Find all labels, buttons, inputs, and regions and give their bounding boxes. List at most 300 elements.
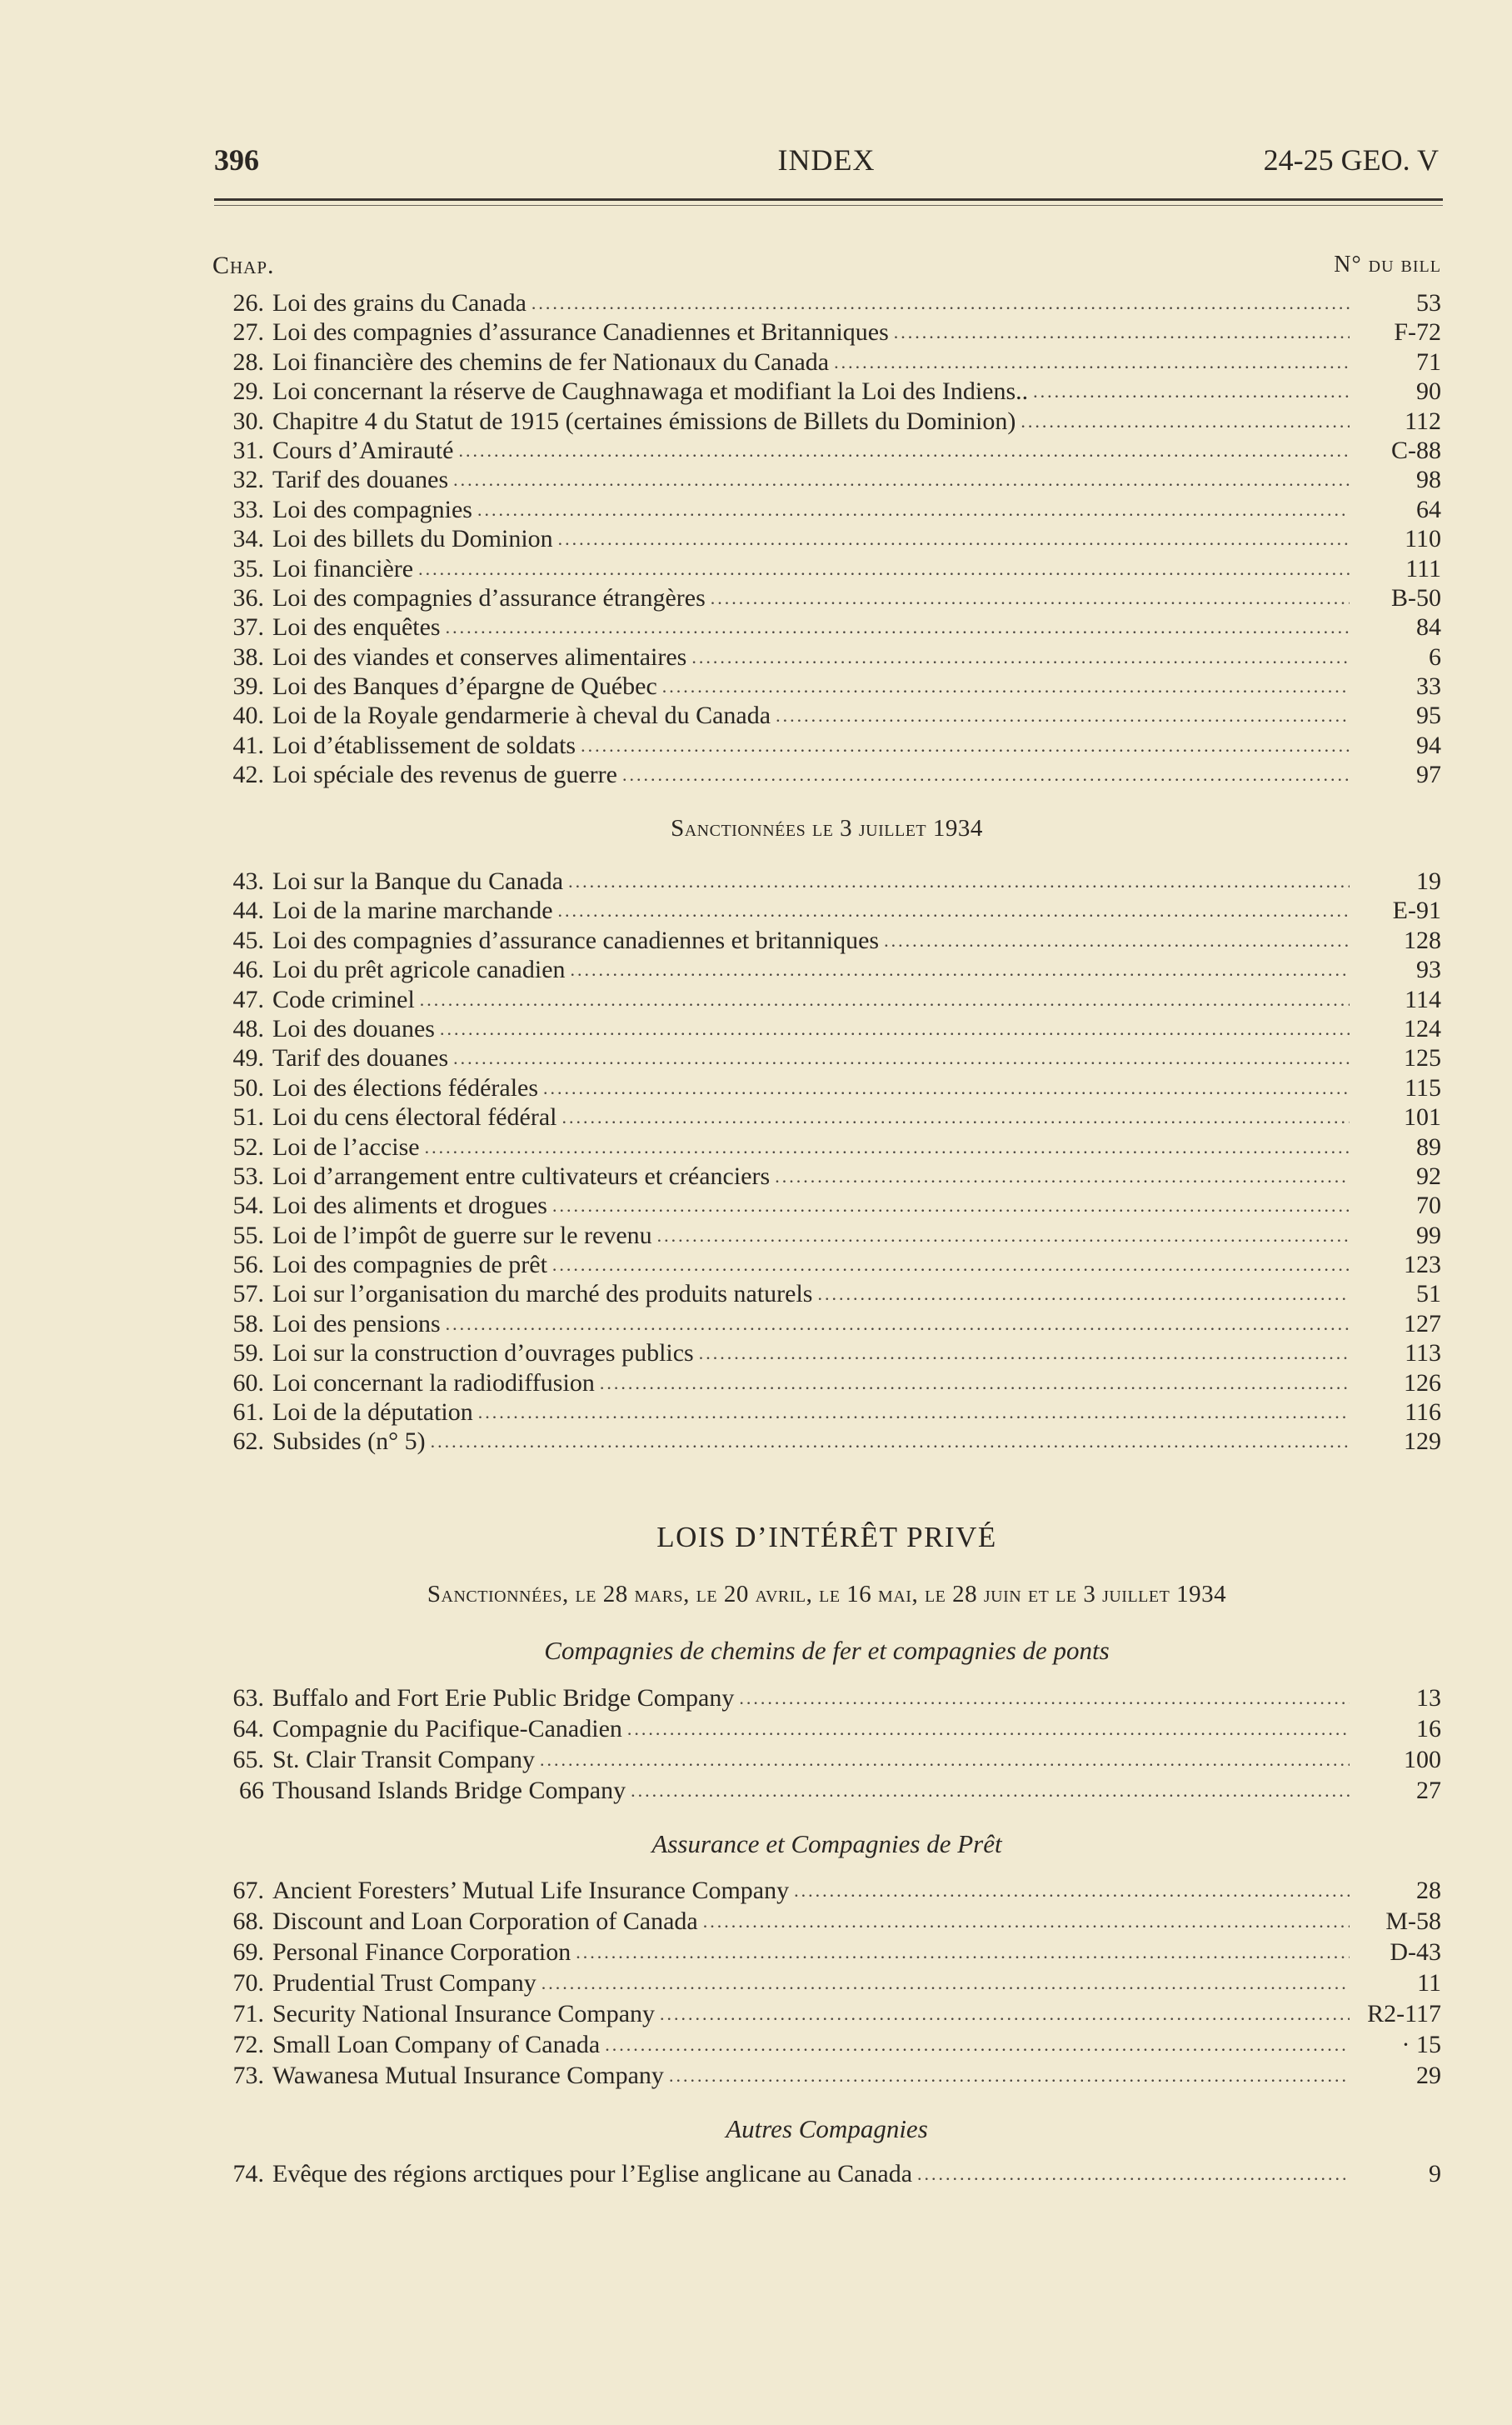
dot-leader: [453, 1043, 1350, 1072]
railway-acts-block: [212, 1682, 1441, 1806]
index-entry: [212, 2060, 1441, 2091]
running-head: [214, 138, 1439, 179]
dot-leader: [571, 955, 1350, 984]
entry-title-cell: [272, 436, 1358, 465]
entry-title-cell: [272, 1744, 1358, 1775]
entry-title-cell: [272, 926, 1358, 955]
chapter-number: 49.: [232, 1044, 264, 1072]
act-title: Loi des viandes et conserves alimentaires: [272, 642, 687, 671]
entry-title-cell: [272, 318, 1358, 347]
index-entry: [212, 1368, 1441, 1398]
dot-leader: [775, 1162, 1350, 1191]
dot-leader: [458, 436, 1350, 465]
bill-number: 113: [1405, 1339, 1441, 1368]
act-title: Loi des enquêtes: [272, 613, 441, 642]
bill-number: 123: [1404, 1251, 1441, 1279]
act-title: Loi des pensions: [272, 1309, 441, 1338]
dot-leader: [711, 583, 1350, 612]
entry-title-cell: [272, 2029, 1358, 2060]
index-entry: [212, 672, 1441, 701]
dot-leader: [794, 1875, 1350, 1906]
dot-leader: [431, 1427, 1350, 1456]
dot-leader: [581, 731, 1350, 760]
page-number: 396: [214, 143, 259, 177]
act-title: Tarif des douanes: [272, 1044, 449, 1072]
index-entry: [212, 1968, 1441, 1998]
index-entry: [212, 377, 1441, 406]
act-title: Ancient Foresters’ Mutual Life Insurance Company: [272, 1877, 790, 1904]
chapter-number: 30.: [232, 407, 264, 435]
entry-title-cell: [272, 760, 1358, 789]
chapter-number: 62.: [232, 1428, 264, 1456]
chapter-number: 50.: [232, 1073, 264, 1102]
entry-title-cell: [272, 1968, 1358, 1998]
bill-number: 125: [1404, 1044, 1441, 1072]
bill-number: 111: [1405, 554, 1441, 582]
chapter-number: 29.: [232, 378, 264, 406]
dot-leader: [627, 1713, 1350, 1744]
bill-number: 129: [1404, 1428, 1441, 1456]
bill-number: 16: [1416, 1715, 1441, 1742]
index-entry: [212, 1875, 1441, 1906]
act-title: Loi de l’impôt de guerre sur le revenu: [272, 1221, 652, 1249]
chapter-number: 61.: [232, 1398, 264, 1427]
insurance-acts-block: [212, 1875, 1441, 2091]
header-rule: [214, 198, 1443, 201]
index-entry: [212, 1102, 1441, 1132]
entry-title-cell: [272, 1998, 1358, 2029]
entry-title-cell: [272, 2158, 1358, 2189]
chapter-number: 28.: [232, 348, 264, 376]
chapter-number: 48.: [232, 1014, 264, 1042]
chapter-number: 56.: [232, 1251, 264, 1279]
act-title: St. Clair Transit Company: [272, 1746, 536, 1773]
bill-number: 90: [1416, 378, 1441, 406]
chapter-number: 35.: [232, 554, 264, 582]
entry-title-cell: [272, 612, 1358, 642]
dot-leader: [622, 760, 1350, 789]
act-title: Loi sur la construction d’ouvrages publics: [272, 1339, 694, 1368]
entry-title-cell: [272, 867, 1358, 896]
chapter-number: 58.: [232, 1309, 264, 1338]
chapter-number: 26.: [232, 289, 264, 317]
entry-title-cell: [272, 348, 1358, 377]
index-entry: [212, 926, 1441, 955]
entry-title-cell: [272, 955, 1358, 984]
chapter-number: 53.: [232, 1162, 264, 1190]
chapter-number: 52.: [232, 1132, 264, 1161]
bill-number: 116: [1405, 1398, 1441, 1427]
index-entry: [212, 1937, 1441, 1968]
index-entry: [212, 465, 1441, 494]
index-entry: [212, 985, 1441, 1014]
dot-leader: [691, 642, 1350, 672]
entry-title-cell: [272, 1398, 1358, 1427]
chapter-number: 70.: [232, 1969, 264, 1997]
dot-leader: [662, 672, 1350, 701]
bill-number: C-88: [1391, 436, 1441, 464]
entry-title-cell: [272, 288, 1358, 318]
entry-title-cell: [272, 407, 1358, 436]
bill-number: 70: [1416, 1192, 1441, 1220]
bill-number: 101: [1404, 1103, 1441, 1132]
act-title: Loi de la marine marchande: [272, 897, 553, 925]
index-entry: [212, 1191, 1441, 1220]
index-entry: [212, 760, 1441, 789]
chapter-number: 71.: [232, 2000, 264, 2028]
index-entry: [212, 1043, 1441, 1072]
chapter-number: 73.: [232, 2062, 264, 2089]
dot-leader: [1033, 377, 1350, 406]
index-entry: [212, 2029, 1441, 2060]
chapter-number: 65.: [232, 1746, 264, 1773]
index-entry: [212, 1338, 1441, 1368]
bill-number: 28: [1416, 1877, 1441, 1904]
bill-number: 19: [1416, 868, 1441, 895]
act-title: Loi concernant la radiodiffusion: [272, 1368, 595, 1397]
act-title: Evêque des régions arctiques pour l’Eglise anglicane au Canada: [272, 2160, 913, 2188]
index-entry: [212, 1906, 1441, 1937]
dot-leader: [660, 1998, 1350, 2029]
bill-column-header: N° du bill: [1334, 252, 1441, 278]
index-entry: [212, 1132, 1441, 1162]
chapter-number: 42.: [232, 761, 264, 789]
entry-title-cell: [272, 1368, 1358, 1398]
bill-number: 92: [1416, 1162, 1441, 1190]
dot-leader: [703, 1906, 1350, 1937]
act-title: Code criminel: [272, 985, 415, 1013]
dot-leader: [561, 1102, 1350, 1132]
dot-leader: [884, 926, 1350, 955]
index-entry: [212, 612, 1441, 642]
bill-number: 89: [1416, 1132, 1441, 1161]
chapter-number: 72.: [232, 2031, 264, 2058]
chapter-number: 27.: [232, 318, 264, 347]
chap-column-header: Chap.: [212, 252, 275, 279]
act-title: Wawanesa Mutual Insurance Company: [272, 2062, 664, 2089]
chapter-number: 40.: [232, 702, 264, 730]
index-entry: [212, 1744, 1441, 1775]
act-title: Loi des élections fédérales: [272, 1073, 539, 1102]
act-list: [212, 1875, 1441, 2091]
chapter-number: 47.: [232, 985, 264, 1013]
act-title: Loi de la députation: [272, 1398, 473, 1427]
bill-number: 29: [1416, 2062, 1441, 2089]
chapter-number: 38.: [232, 642, 264, 671]
act-title: Loi des douanes: [272, 1014, 435, 1042]
dot-leader: [657, 1221, 1350, 1250]
bill-number: 126: [1404, 1368, 1441, 1397]
sanction-july-heading: Sanctionnées le 3 juillet 1934: [671, 815, 983, 842]
act-title: Compagnie du Pacifique-Canadien: [272, 1715, 622, 1742]
entry-title-cell: [272, 1775, 1358, 1806]
act-title: Personal Finance Corporation: [272, 1938, 571, 1966]
index-entry: [212, 524, 1441, 553]
dot-leader: [541, 1968, 1350, 1998]
railway-heading: Compagnies de chemins de fer et compagnies de ponts: [544, 1636, 1110, 1665]
dot-leader: [540, 1744, 1350, 1775]
other-acts-block: [212, 2158, 1441, 2189]
chapter-number: 36.: [232, 583, 264, 612]
bill-number: 97: [1416, 761, 1441, 789]
index-entry: [212, 1427, 1441, 1456]
chapter-number: 55.: [232, 1221, 264, 1249]
dot-leader: [739, 1682, 1350, 1713]
act-title: Thousand Islands Bridge Company: [272, 1777, 626, 1804]
bill-number: 115: [1405, 1073, 1441, 1102]
bill-number: 124: [1404, 1014, 1441, 1042]
index-entry: [212, 1014, 1441, 1043]
entry-title-cell: [272, 896, 1358, 925]
entry-title-cell: [272, 1191, 1358, 1220]
act-title: Loi des compagnies de prêt: [272, 1251, 547, 1279]
header-rule-thin: [214, 205, 1443, 206]
other-companies-heading: Autres Compagnies: [726, 2114, 928, 2143]
bill-number: M-58: [1385, 1908, 1441, 1935]
entry-title-cell: [272, 1875, 1358, 1906]
bill-number: B-50: [1391, 583, 1441, 612]
page-title: INDEX: [777, 143, 876, 177]
entry-title-cell: [272, 1043, 1358, 1072]
insurance-heading: Assurance et Compagnies de Prêt: [651, 1829, 1002, 1858]
act-title: Loi des aliments et drogues: [272, 1192, 547, 1220]
dot-leader: [600, 1368, 1350, 1398]
act-title: Loi du cens électoral fédéral: [272, 1103, 557, 1132]
private-sanction-heading: Sanctionnées, le 28 mars, le 20 avril, le 16 mai, le 28 juin et le 3 juillet 1934: [427, 1581, 1227, 1608]
bill-number: 11: [1417, 1969, 1441, 1997]
index-entry: [212, 955, 1441, 984]
act-title: Security National Insurance Company: [272, 2000, 656, 2028]
bill-number: 93: [1416, 956, 1441, 984]
index-entry: [212, 731, 1441, 760]
chapter-number: 31.: [232, 436, 264, 464]
dot-leader: [605, 2029, 1350, 2060]
entry-title-cell: [272, 1250, 1358, 1279]
act-title: Loi sur l’organisation du marché des produits naturels: [272, 1280, 813, 1308]
index-entry: [212, 1309, 1441, 1338]
index-entry: [212, 1682, 1441, 1713]
entry-title-cell: [272, 554, 1358, 583]
chapter-number: 57.: [232, 1280, 264, 1308]
bill-number: 84: [1416, 613, 1441, 642]
dot-leader: [669, 2060, 1350, 2091]
bill-number: 94: [1416, 731, 1441, 759]
private-acts-heading: LOIS D’INTÉRÊT PRIVÉ: [656, 1521, 997, 1553]
chapter-number: 45.: [232, 926, 264, 954]
bill-number: 53: [1416, 289, 1441, 317]
dot-leader: [894, 318, 1350, 347]
entry-title-cell: [272, 1102, 1358, 1132]
index-entry: [212, 407, 1441, 436]
dot-leader: [552, 1191, 1350, 1220]
bill-number: 27: [1416, 1777, 1441, 1804]
entry-title-cell: [272, 731, 1358, 760]
chapter-number: 34.: [232, 525, 264, 553]
index-entry: [212, 1073, 1441, 1102]
public-acts-block-1: [212, 252, 1441, 790]
bill-number: 128: [1404, 926, 1441, 954]
act-title: Loi des compagnies d’assurance canadiennes et britanniques: [272, 926, 880, 954]
bill-number: · 15: [1401, 2031, 1441, 2058]
chapter-number: 66: [239, 1777, 264, 1804]
bill-number: 99: [1416, 1221, 1441, 1249]
dot-leader: [446, 1309, 1350, 1338]
index-entry: [212, 348, 1441, 377]
chapter-number: 68.: [232, 1908, 264, 1935]
chapter-number: 74.: [232, 2160, 264, 2188]
act-title: Loi de la Royale gendarmerie à cheval du Canada: [272, 702, 771, 730]
index-entry: [212, 642, 1441, 672]
bill-number: 98: [1416, 466, 1441, 494]
dot-leader: [776, 701, 1350, 730]
chapter-number: 51.: [232, 1103, 264, 1132]
entry-title-cell: [272, 377, 1358, 406]
index-entry: [212, 1775, 1441, 1806]
chapter-number: 46.: [232, 956, 264, 984]
chapter-number: 39.: [232, 672, 264, 701]
entry-title-cell: [272, 1937, 1358, 1968]
entry-title-cell: [272, 1427, 1358, 1456]
bill-number: 64: [1416, 495, 1441, 523]
entry-title-cell: [272, 465, 1358, 494]
index-entry: [212, 1998, 1441, 2029]
public-acts-block-2: [212, 867, 1441, 1457]
entry-title-cell: [272, 1713, 1358, 1744]
index-entry: [212, 1279, 1441, 1308]
dot-leader: [558, 524, 1350, 553]
bill-number: 33: [1416, 672, 1441, 701]
dot-leader: [543, 1073, 1350, 1102]
dot-leader: [631, 1775, 1350, 1806]
chapter-number: 63.: [232, 1684, 264, 1712]
chapter-number: 44.: [232, 897, 264, 925]
index-entry: [212, 495, 1441, 524]
dot-leader: [453, 465, 1350, 494]
act-title: Loi financière des chemins de fer Nationaux du Canada: [272, 348, 830, 376]
index-entry: [212, 583, 1441, 612]
chapter-number: 64.: [232, 1715, 264, 1742]
bill-number: 112: [1405, 407, 1441, 435]
entry-title-cell: [272, 1906, 1358, 1937]
act-title: Subsides (n° 5): [272, 1428, 426, 1456]
dot-leader: [478, 1398, 1350, 1427]
chapter-number: 43.: [232, 868, 264, 895]
act-title: Loi du prêt agricole canadien: [272, 956, 566, 984]
dot-leader: [425, 1132, 1350, 1162]
bill-number: 9: [1429, 2160, 1441, 2188]
index-entry: [212, 436, 1441, 465]
bill-number: R2-117: [1367, 2000, 1441, 2028]
act-title: Loi financière: [272, 554, 414, 582]
bill-number: 13: [1416, 1684, 1441, 1712]
entry-title-cell: [272, 1162, 1358, 1191]
index-entry: [212, 1398, 1441, 1427]
act-list: [212, 288, 1441, 790]
entry-title-cell: [272, 985, 1358, 1014]
act-title: Loi des Banques d’épargne de Québec: [272, 672, 657, 701]
bill-number: E-91: [1392, 897, 1441, 925]
act-list: [212, 1682, 1441, 1806]
dot-leader: [568, 867, 1350, 896]
entry-title-cell: [272, 495, 1358, 524]
entry-title-cell: [272, 2060, 1358, 2091]
index-entry: [212, 1713, 1441, 1744]
dot-leader: [917, 2158, 1350, 2189]
chapter-number: 54.: [232, 1192, 264, 1220]
bill-number: D-43: [1390, 1938, 1441, 1966]
dot-leader: [446, 612, 1350, 642]
entry-title-cell: [272, 524, 1358, 553]
act-title: Tarif des douanes: [272, 466, 449, 494]
entry-title-cell: [272, 1682, 1358, 1713]
index-entry: [212, 867, 1441, 896]
act-title: Loi des billets du Dominion: [272, 525, 553, 553]
index-entry: [212, 896, 1441, 925]
dot-leader: [576, 1937, 1350, 1968]
act-title: Loi sur la Banque du Canada: [272, 868, 564, 895]
index-entry: [212, 1162, 1441, 1191]
index-entry: [212, 288, 1441, 318]
bill-number: 100: [1404, 1746, 1441, 1773]
act-title: Discount and Loan Corporation of Canada: [272, 1908, 698, 1935]
act-list: [212, 2158, 1441, 2189]
chapter-number: 33.: [232, 495, 264, 523]
act-title: Loi des grains du Canada: [272, 289, 526, 317]
entry-title-cell: [272, 1309, 1358, 1338]
entry-title-cell: [272, 701, 1358, 730]
chapter-number: 69.: [232, 1938, 264, 1966]
bill-number: 114: [1405, 985, 1441, 1013]
act-title: Loi concernant la réserve de Caughnawaga et modifiant la Loi des Indiens..: [272, 378, 1029, 406]
act-title: Cours d’Amirauté: [272, 436, 454, 464]
dot-leader: [420, 985, 1350, 1014]
chapter-number: 59.: [232, 1339, 264, 1368]
entry-title-cell: [272, 1014, 1358, 1043]
dot-leader: [440, 1014, 1350, 1043]
dot-leader: [699, 1338, 1350, 1368]
dot-leader: [1020, 407, 1350, 436]
bill-number: 51: [1416, 1280, 1441, 1308]
act-title: Loi de l’accise: [272, 1132, 420, 1161]
entry-title-cell: [272, 1221, 1358, 1250]
entry-title-cell: [272, 1132, 1358, 1162]
entry-title-cell: [272, 1073, 1358, 1102]
index-entry: [212, 318, 1441, 347]
chapter-number: 32.: [232, 466, 264, 494]
act-title: Loi spéciale des revenus de guerre: [272, 761, 617, 789]
entry-title-cell: [272, 672, 1358, 701]
index-entry: [212, 701, 1441, 730]
bill-number: F-72: [1394, 318, 1441, 347]
session-label: 24-25 GEO. V: [1263, 143, 1439, 177]
act-title: Loi des compagnies d’assurance étrangères: [272, 583, 706, 612]
act-title: Loi des compagnies: [272, 495, 472, 523]
dot-leader: [552, 1250, 1350, 1279]
index-entry: [212, 1221, 1441, 1250]
dot-leader: [834, 348, 1350, 377]
entry-title-cell: [272, 583, 1358, 612]
bill-number: 127: [1404, 1309, 1441, 1338]
act-title: Chapitre 4 du Statut de 1915 (certaines émissions de Billets du Dominion): [272, 407, 1016, 435]
act-title: Loi des compagnies d’assurance Canadiennes et Britanniques: [272, 318, 889, 347]
bill-number: 71: [1416, 348, 1441, 376]
dot-leader: [418, 554, 1350, 583]
act-title: Loi d’établissement de soldats: [272, 731, 576, 759]
act-title: Loi d’arrangement entre cultivateurs et créanciers: [272, 1162, 771, 1190]
act-title: Buffalo and Fort Erie Public Bridge Company: [272, 1684, 735, 1712]
act-title: Small Loan Company of Canada: [272, 2031, 601, 2058]
chapter-number: 67.: [232, 1877, 264, 1904]
